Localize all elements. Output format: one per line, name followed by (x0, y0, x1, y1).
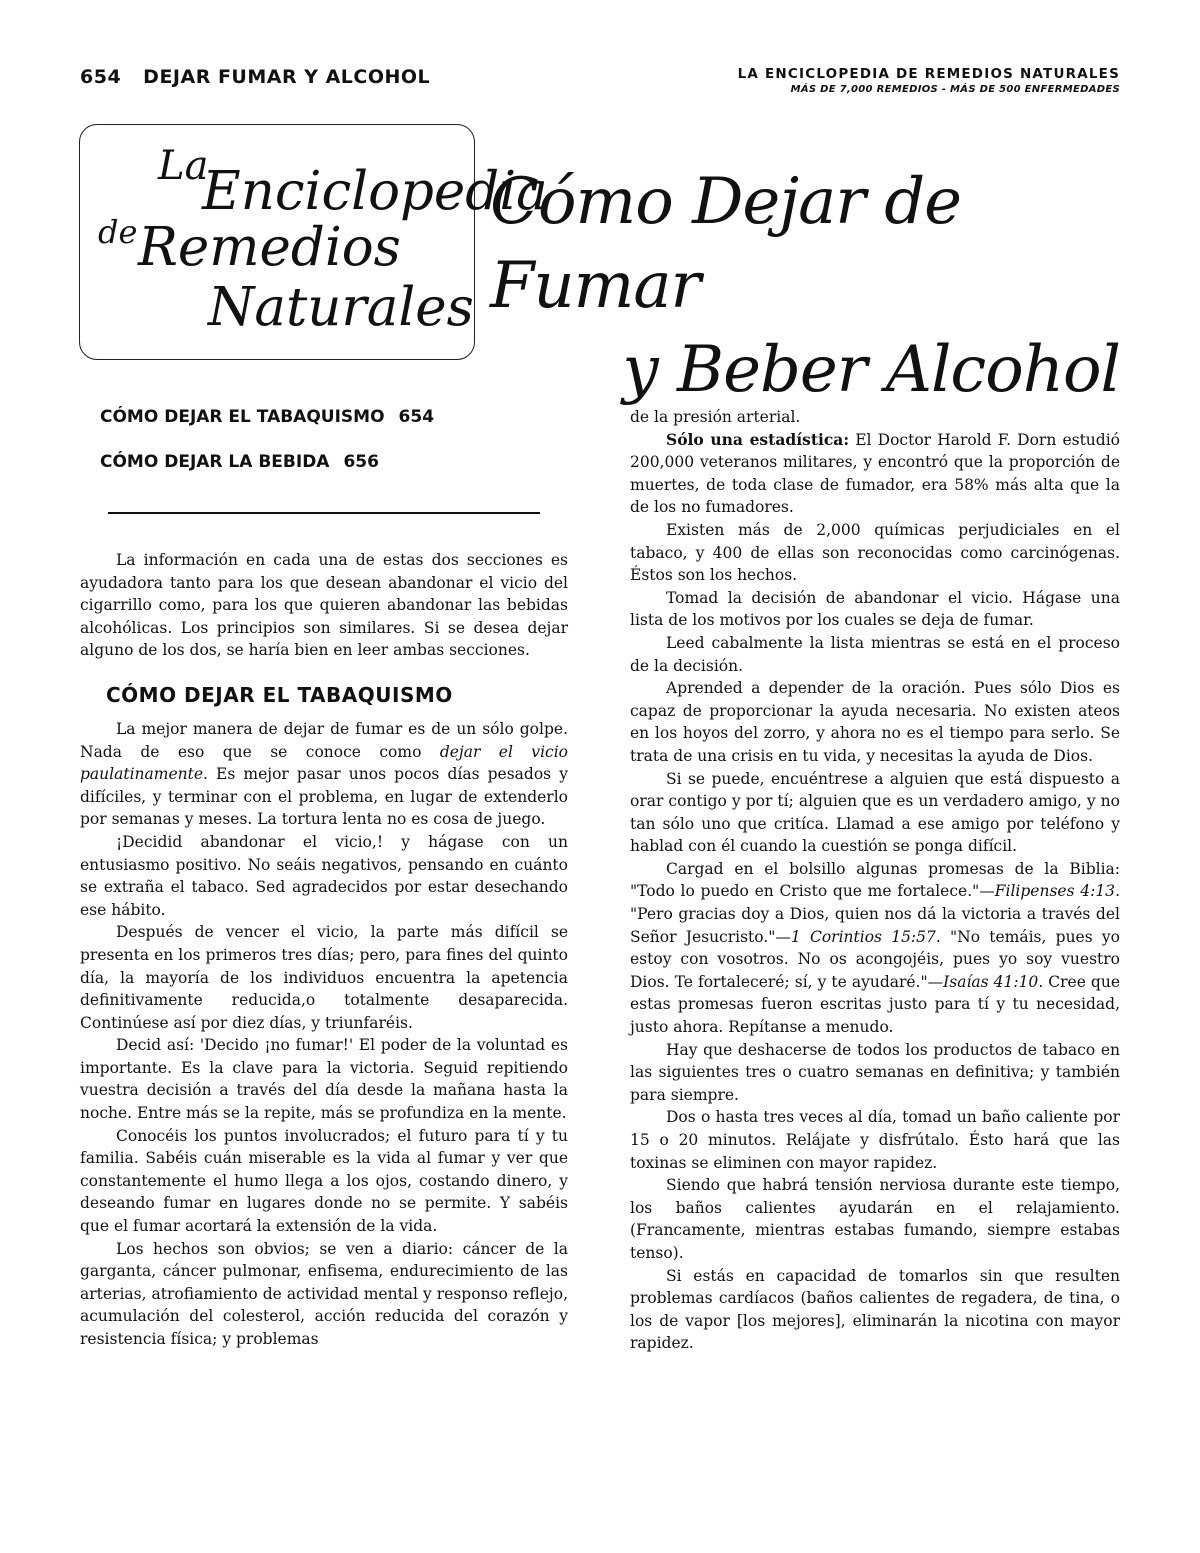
paragraph: Dos o hasta tres veces al día, tomad un baño caliente por 15 o 20 minutos. Relájate y disfrútalo. Ésto hará que las toxinas se eliminen con mayor rapidez. (630, 1108, 1120, 1172)
paragraph (80, 718, 568, 831)
paragraph: ¡Decidid abandonar el vicio,! y hágase con un entusiasmo positivo. No seáis negativos, pensando en cuánto se extraña el tabaco. Sed agradecidos por estar desechando ese hábito. (80, 832, 568, 919)
toc-entry-label: CÓMO DEJAR LA BEBIDA (100, 452, 330, 472)
table-of-contents (100, 407, 434, 497)
paragraph-text: La mejor manera de dejar de fumar es de un sólo golpe. Nada de eso que se conoce como (80, 719, 568, 761)
paragraph: Hay que deshacerse de todos los productos de tabaco en las siguientes tres o cuatro semanas en definitiva; y también para siempre. (630, 1040, 1120, 1104)
paragraph-text: . "No temáis, pues yo estoy con vosotros. No os acongojéis, pues yo soy vuestro Dios. Te fortaleceré; sí, y te ayudaré." (630, 927, 1120, 991)
toc-entry-page: 654 (398, 407, 435, 427)
paragraph: Si se puede, encuéntrese a alguien que está dispuesto a orar contigo y por tí; alguien que es un verdadero amigo, y no tan sólo uno que critíca. Llamad a ese amigo por teléfono y hablad con él cuando la cuestión se ponga difícil. (630, 769, 1120, 856)
paragraph: Conocéis los puntos involucrados; el futuro para tí y tu familia. Sabéis cuán miserable es la vida al fumar y ver que constantemente el humo llega a los ojos, costando dinero, y deseando fumar en lugares donde no se permite. Y sabéis que el fumar acortará la extensión de la vida. (80, 1126, 568, 1236)
bible-reference: —Isaías 41:10 (927, 972, 1039, 991)
chapter-title (480, 160, 1120, 412)
bible-reference: —Filipenses 4:13 (979, 882, 1116, 901)
chapter-title-line1: Cómo Dejar de Fumar (490, 165, 962, 323)
intro-paragraph: La información en cada una de estas dos secciones es ayudadora tanto para los que desean abandonar el vicio del cigarrillo como, para los que quieren abandonar las bebidas alcohólicas. Los principios son similares. Si se desea dejar alguno de los dos, se haría bien en leer ambas secciones. (80, 551, 568, 660)
running-header-right (738, 66, 1120, 95)
page-number: 654 (80, 66, 122, 88)
logo-enciclopedia: Enciclopedia (202, 161, 548, 222)
toc-entry-page: 656 (343, 452, 379, 472)
logo-remedios: Remedios (138, 217, 401, 278)
paragraph (630, 858, 1120, 1039)
paragraph: Tomad la decisión de abandonar el vicio. Hágase una lista de los motivos por los cuales se deja de fumar. (630, 588, 1120, 630)
bible-reference: —1 Corintios 15:57 (775, 927, 936, 946)
chapter-title-line2: y Beber Alcohol (622, 333, 1120, 407)
left-column (80, 549, 568, 1351)
paragraph: Después de vencer el vicio, la parte más difícil se presenta en los primeros tres días; pero, para fines del quinto día, la mayoría de los individuos encuentra la apetencia definitivamente reducida,o totalmente desaparecida. Continúese así por diez días, y triunfaréis. (80, 923, 568, 1032)
paragraph: Leed cabalmente la lista mientras se está en el proceso de la decisión. (630, 633, 1120, 675)
paragraph-text: . Cree que estas promesas fueron escritas justo para tí y tu necesidad, justo ahora. Repítanse a menudo. (630, 972, 1120, 1037)
running-header-left (80, 66, 430, 88)
logo-de: de (98, 213, 138, 251)
book-title: LA ENCICLOPEDIA DE REMEDIOS NATURALES (737, 66, 1120, 82)
logo-naturales: Naturales (208, 277, 474, 338)
paragraph: Si estás en capacidad de tomarlos sin que resulten problemas cardíacos (baños calientes de regadera, de tina, o los de vapor [los mejores], eliminarán la nicotina con mayor rapidez. (630, 1266, 1120, 1353)
paragraph-text: . "Pero gracias doy a Dios, quien nos dá la victoria a través del Señor Jesucristo." (630, 882, 1120, 946)
paragraph-text: El Doctor Harold F. Dorn estudió 200,000 veteranos militares, y encontró que la proporción de muertes, de toda clase de fumador, era 58% más alta que la de los no fumadores. (630, 430, 1120, 517)
section-heading: CÓMO DEJAR EL TABAQUISMO (106, 682, 453, 707)
right-column (630, 406, 1120, 1355)
paragraph: Decid así: 'Decido ¡no fumar!' El poder de la voluntad es importante. Es la clave para la victoria. Seguid repitiendo vuestra decisión a través del día desde la mañana hasta la noche. Entre más se la repite, más se profundiza en la mente. (80, 1036, 568, 1123)
paragraph-text: . Es mejor pasar unos pocos días pesados y difíciles, y terminar con el problema, en lugar de extenderlo por semanas y meses. La tortura lenta no es cosa de juego. (80, 765, 568, 829)
paragraph: Los hechos son obvios; se ven a diario: cáncer de la garganta, cáncer pulmonar, enfisema, endurecimiento de las arterias, atrofiamiento de actividad mental y responso reflejo, acumulación del colesterol, acción reducida del corazón y resistencia física; y problemas (80, 1239, 568, 1348)
logo-la: La (158, 143, 209, 189)
section-title: DEJAR FUMAR Y ALCOHOL (143, 66, 431, 88)
paragraph-continuation: de la presión arterial. (630, 408, 801, 426)
paragraph (630, 429, 1120, 519)
book-logo (79, 124, 548, 360)
toc-entry-label: CÓMO DEJAR EL TABAQUISMO (100, 407, 385, 427)
book-subtitle: MÁS DE 7,000 REMEDIOS - MÁS DE 500 ENFERMEDADES (790, 84, 1120, 95)
paragraph: Existen más de 2,000 químicas perjudiciales en el tabaco, y 400 de ellas son reconocidas como carcinógenas. Éstos son los hechos. (630, 520, 1120, 585)
paragraph: Aprended a depender de la oración. Pues sólo Dios es capaz de proporcionar la ayuda necesaria. No existen ateos en los hoyos del zorro, y ahora no es el tiempo para serlo. Se trata de una crisis en tu vida, y necesitas la ayuda de Dios. (630, 679, 1120, 765)
paragraph: Siendo que habrá tensión nerviosa durante este tiempo, los baños calientes ayudarán en el relajamiento. (Francamente, mientras estabas fumando, siempre estabas tenso). (630, 1176, 1120, 1262)
emphasis-text: dejar el vicio paulatinamente (80, 742, 568, 784)
toc-entry (100, 452, 434, 497)
toc-entry (100, 407, 434, 452)
divider (108, 512, 540, 514)
paragraph-text: Cargad en el bolsillo algunas promesas de la Biblia: "Todo lo puedo en Cristo que me fortalece." (630, 859, 1120, 901)
run-in-heading: Sólo una estadística: (666, 429, 850, 449)
